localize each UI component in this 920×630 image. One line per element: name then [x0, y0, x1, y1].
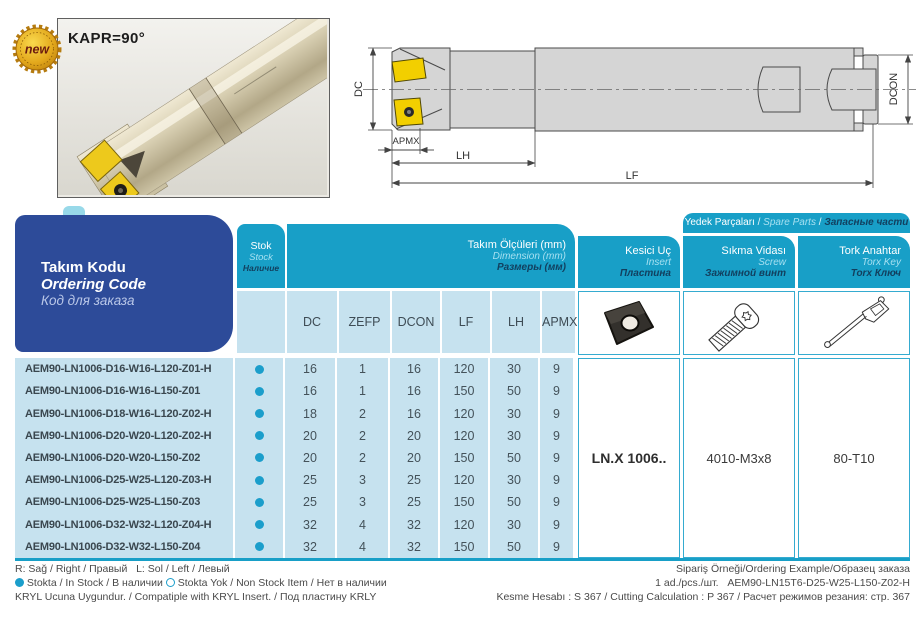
lf-cell: 120 — [440, 402, 488, 424]
ordering-code: AEM90-LN1006-D25-W25-L120-Z03-H — [15, 469, 233, 491]
table-row — [15, 469, 573, 491]
in-stock-dot-icon — [255, 387, 264, 396]
zefp-cell: 3 — [337, 469, 388, 491]
dc-cell: 16 — [285, 358, 335, 380]
lf-cell: 150 — [440, 447, 488, 469]
dc-dimension-label: DC — [353, 81, 365, 97]
lf-cell: 150 — [440, 491, 488, 513]
dcon-cell: 25 — [390, 491, 438, 513]
dimensions-header-ru: Размеры (мм) — [496, 262, 566, 273]
apmx-cell: 9 — [540, 536, 573, 558]
table-row — [15, 447, 573, 469]
kapr-angle-label: KAPR=90° — [68, 30, 146, 47]
stock-cell — [235, 447, 283, 469]
technical-drawing — [348, 12, 920, 207]
ordering-code: AEM90-LN1006-D32-W32-L120-Z04-H — [15, 514, 233, 536]
table-bottom-rule — [15, 558, 910, 561]
stock-cell — [235, 469, 283, 491]
lh-cell: 30 — [490, 425, 538, 447]
table-row — [15, 358, 573, 380]
lf-cell: 120 — [440, 469, 488, 491]
dcon-dimension-label: DCON — [888, 72, 900, 106]
dc-cell: 25 — [285, 469, 335, 491]
insert-header-ru: Пластина — [619, 268, 671, 279]
in-stock-dot-icon — [15, 578, 24, 587]
dimensions-header-tr: Takım Ölçüleri (mm) — [467, 239, 566, 251]
insert-designation-cell: LN.X 1006.. — [578, 358, 680, 558]
screw-column-header — [683, 236, 795, 288]
stock-header-ru: Наличие — [242, 262, 280, 273]
ordering-code-header-tr: Takım Kodu — [41, 259, 126, 276]
dcon-cell: 20 — [390, 447, 438, 469]
stock-header-en: Stock — [249, 251, 273, 263]
ordering-code: AEM90-LN1006-D16-W16-L120-Z01-H — [15, 358, 233, 380]
stock-cell — [235, 514, 283, 536]
torx-designation-cell: 80-T10 — [798, 358, 910, 558]
in-stock-dot-icon — [255, 542, 264, 551]
torx-header-en: Torx Key — [861, 257, 901, 268]
dc-cell: 32 — [285, 514, 335, 536]
insert-photo-cell — [578, 291, 680, 355]
ordering-code: AEM90-LN1006-D18-W16-L120-Z02-H — [15, 402, 233, 424]
dc-cell: 32 — [285, 536, 335, 558]
non-stock-legend-text: Stokta Yok / Non Stock Item / Нет в наличии — [174, 577, 387, 589]
in-stock-dot-icon — [255, 453, 264, 462]
col-header-lf: LF — [442, 291, 490, 353]
ordering-code: AEM90-LN1006-D32-W32-L150-Z04 — [15, 536, 233, 558]
new-badge — [10, 22, 64, 76]
stock-cell — [235, 358, 283, 380]
dimension-subheader-row — [237, 291, 578, 353]
hand-direction-note: R: Sağ / Right / Правый L: Sol / Left / Левый — [15, 563, 230, 575]
zefp-cell: 1 — [337, 380, 388, 402]
zefp-cell: 4 — [337, 536, 388, 558]
torx-key-drawing-cell — [798, 291, 910, 355]
in-stock-dot-icon — [255, 476, 264, 485]
lh-cell: 50 — [490, 380, 538, 402]
separator: / — [818, 217, 822, 228]
spare-parts-header — [683, 213, 910, 233]
separator: / — [757, 217, 761, 228]
lf-cell: 120 — [440, 425, 488, 447]
dcon-cell: 16 — [390, 358, 438, 380]
in-stock-dot-icon — [255, 409, 264, 418]
spare-parts-header-tr: Yedek Parçaları — [684, 217, 755, 228]
dcon-cell: 16 — [390, 380, 438, 402]
dimensions-header — [287, 224, 575, 288]
cutting-calculation-note: Kesme Hesabı : S 367 / Cutting Calculation : P 367 / Расчет режимов резания: стр. 367 — [496, 591, 910, 603]
dc-cell: 20 — [285, 425, 335, 447]
ordering-code-header — [15, 215, 233, 352]
lf-cell: 120 — [440, 358, 488, 380]
dcon-cell: 32 — [390, 536, 438, 558]
apmx-dimension-label: APMX — [392, 136, 420, 147]
ordering-code-header-ru: Код для заказа — [41, 293, 135, 308]
apmx-cell: 9 — [540, 402, 573, 424]
ordering-code-header-en: Ordering Code — [41, 276, 147, 293]
apmx-cell: 9 — [540, 514, 573, 536]
insert-column-header — [578, 236, 680, 288]
zefp-cell: 2 — [337, 402, 388, 424]
table-row — [15, 536, 573, 558]
ordering-code: AEM90-LN1006-D25-W25-L150-Z03 — [15, 491, 233, 513]
ordering-code: AEM90-LN1006-D20-W20-L150-Z02 — [15, 447, 233, 469]
table-row — [15, 425, 573, 447]
lf-cell: 150 — [440, 536, 488, 558]
zefp-cell: 2 — [337, 425, 388, 447]
zefp-cell: 1 — [337, 358, 388, 380]
dc-cell: 25 — [285, 491, 335, 513]
non-stock-dot-icon — [166, 578, 175, 587]
new-badge-label: new — [24, 42, 50, 57]
lh-cell: 50 — [490, 447, 538, 469]
torx-key-drawing — [808, 294, 900, 352]
ordering-table-body — [15, 358, 573, 558]
lf-dimension-label: LF — [625, 170, 639, 182]
stock-cell — [235, 402, 283, 424]
in-stock-dot-icon — [255, 520, 264, 529]
lh-cell: 50 — [490, 536, 538, 558]
dcon-cell: 20 — [390, 425, 438, 447]
dc-cell: 16 — [285, 380, 335, 402]
lh-dimension-label: LH — [455, 150, 471, 162]
dc-cell: 20 — [285, 447, 335, 469]
dimensions-header-en: Dimension (mm) — [492, 251, 566, 262]
ordering-example-code: 1 ad./pcs./шт. AEM90-LN15T6-D25-W25-L150-Z02-H — [655, 577, 910, 589]
lh-cell: 30 — [490, 514, 538, 536]
in-stock-dot-icon — [255, 365, 264, 374]
screw-header-ru: Зажимной винт — [705, 268, 786, 279]
table-row — [15, 402, 573, 424]
stock-column-header — [237, 224, 285, 288]
stock-cell — [235, 491, 283, 513]
apmx-cell: 9 — [540, 425, 573, 447]
apmx-cell: 9 — [540, 469, 573, 491]
screw-drawing-cell — [683, 291, 795, 355]
in-stock-dot-icon — [255, 431, 264, 440]
in-stock-legend-text: Stokta / In Stock / В наличии — [24, 577, 166, 589]
insert-header-en: Insert — [645, 257, 671, 268]
dcon-cell: 25 — [390, 469, 438, 491]
zefp-cell: 2 — [337, 447, 388, 469]
zefp-cell: 3 — [337, 491, 388, 513]
torx-header-ru: Torx Ключ — [850, 268, 901, 279]
table-row — [15, 514, 573, 536]
insert-top — [392, 58, 426, 82]
apmx-cell: 9 — [540, 491, 573, 513]
lh-cell: 30 — [490, 358, 538, 380]
insert-photo — [593, 297, 665, 349]
lh-cell: 50 — [490, 491, 538, 513]
screw-designation-cell: 4010-M3x8 — [683, 358, 795, 558]
col-header-dc: DC — [287, 291, 337, 353]
apmx-cell: 9 — [540, 380, 573, 402]
lh-cell: 30 — [490, 402, 538, 424]
stock-legend — [15, 577, 387, 589]
apmx-cell: 9 — [540, 358, 573, 380]
col-header-zefp: ZEFP — [339, 291, 390, 353]
torx-column-header — [798, 236, 910, 288]
ordering-code: AEM90-LN1006-D20-W20-L120-Z02-H — [15, 425, 233, 447]
col-header-dcon: DCON — [392, 291, 440, 353]
col-header-lh: LH — [492, 291, 540, 353]
screw-drawing — [697, 294, 781, 352]
stock-cell — [235, 425, 283, 447]
stock-cell — [235, 380, 283, 402]
ordering-example-title: Sipariş Örneği/Ordering Example/Образец заказа — [675, 563, 910, 575]
table-row — [15, 491, 573, 513]
insert-header-tr: Kesici Uç — [625, 245, 671, 257]
spare-parts-header-ru: Запасные части — [824, 217, 909, 228]
dcon-cell: 16 — [390, 402, 438, 424]
dcon-cell: 32 — [390, 514, 438, 536]
dc-cell: 18 — [285, 402, 335, 424]
lh-cell: 30 — [490, 469, 538, 491]
zefp-cell: 4 — [337, 514, 388, 536]
stock-subheader-cell — [237, 291, 285, 353]
col-header-apmx: APMX — [542, 291, 575, 353]
screw-header-en: Screw — [758, 257, 786, 268]
in-stock-dot-icon — [255, 498, 264, 507]
screw-header-tr: Sıkma Vidası — [721, 245, 786, 257]
lf-cell: 150 — [440, 380, 488, 402]
ordering-code: AEM90-LN1006-D16-W16-L150-Z01 — [15, 380, 233, 402]
spare-parts-header-en: Spare Parts — [763, 217, 816, 228]
stock-cell — [235, 536, 283, 558]
stock-header-tr: Stok — [250, 239, 272, 252]
kryl-compatibility-note: KRYL Ucuna Uygundur. / Compatiple with KRYL Insert. / Под пластину KRLY — [15, 591, 377, 603]
lf-cell: 120 — [440, 514, 488, 536]
torx-header-tr: Tork Anahtar — [839, 245, 901, 257]
table-row — [15, 380, 573, 402]
apmx-cell: 9 — [540, 447, 573, 469]
